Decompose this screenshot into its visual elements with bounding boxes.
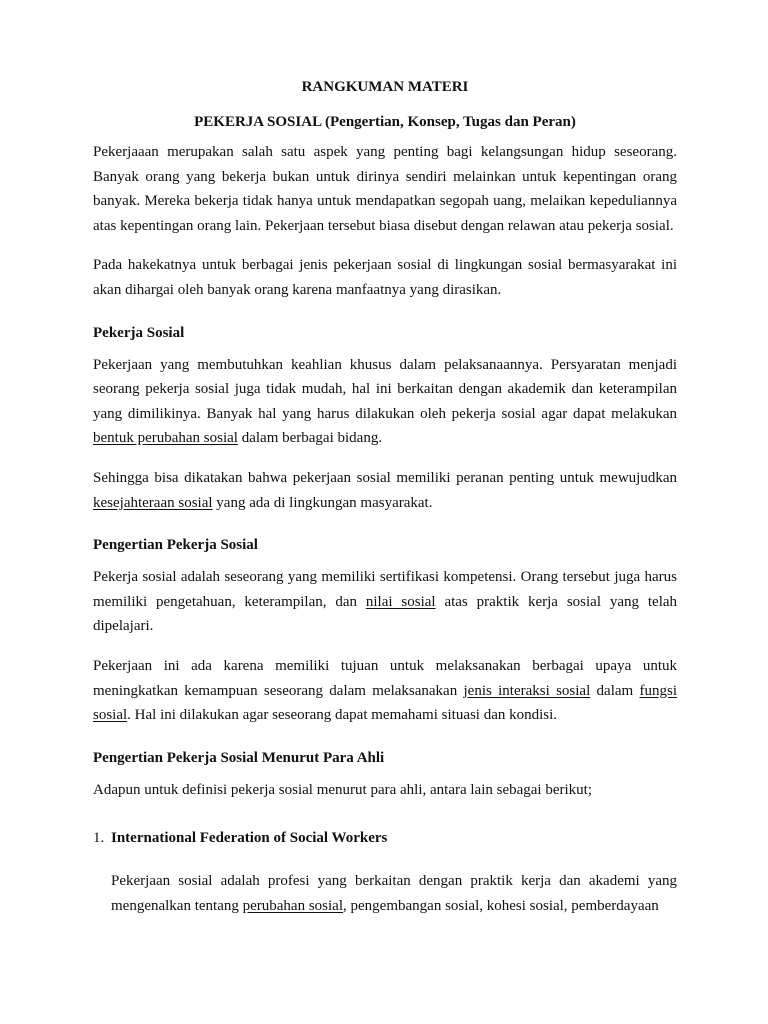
text-run: dalam (590, 682, 640, 699)
section2-paragraph-1 (93, 565, 677, 639)
section2-paragraph-2 (93, 654, 677, 728)
section1-paragraph-2 (93, 466, 677, 515)
link-fungsi-sosial[interactable]: fungsi sosial (93, 682, 678, 724)
link-bentuk-perubahan-sosial[interactable]: bentuk perubahan sosial (93, 430, 238, 447)
text-run: dalam berbagai bidang. (237, 430, 383, 447)
link-jenis-interaksi-sosial[interactable]: jenis interaksi sosial (463, 682, 591, 699)
text-run: . Hal ini dilakukan agar seseorang dapat memahami situasi dan kondisi. (127, 707, 558, 724)
text-run: yang ada di lingkungan masyarakat. (212, 494, 433, 511)
section-heading-menurut-para-ahli: Pengertian Pekerja Sosial Menurut Para Ahli (93, 749, 385, 766)
section1-paragraph-1 (93, 353, 677, 451)
text-run: , pengembangan sosial, kohesi sosial, pemberdayaan (343, 897, 659, 914)
text-run: Pekerjaan yang membutuhkan keahlian khusus dalam pelaksanaannya. Persyaratan menjadi seorang pekerja sosial juga tidak mudah, hal ini berkaitan dengan akademik dan keterampilan yang dimilikinya. Banyak hal yang harus dilakukan oleh pekerja sosial agar dapat melakukan (93, 356, 677, 422)
text-run: atas praktik kerja sosial yang telah dipelajari. (93, 593, 678, 635)
link-perubahan-sosial[interactable]: perubahan sosial (242, 897, 344, 914)
link-kesejahteraan-sosial[interactable]: kesejahteraan sosial (93, 494, 213, 511)
section3-paragraph-1: Adapun untuk definisi pekerja sosial menurut para ahli, antara lain sebagai berikut; (93, 781, 593, 798)
section-heading-pekerja-sosial: Pekerja Sosial (93, 324, 185, 341)
document-title: RANGKUMAN MATERI (301, 79, 469, 95)
list-item-1-paragraph (93, 869, 677, 918)
intro-paragraph-1: Pekerjaaan merupakan salah satu aspek yang penting bagi kelangsungan hidup seseorang. Banyak orang yang bekerja bukan untuk dirinya sendiri melainkan untuk kepentingan orang banyak. Mereka bekerja tidak hanya untuk mendapatkan segopah uang, melaikan kepeduliannya atas kepentingan orang lain. Pekerjaan tersebut biasa disebut dengan relawan atau pekerja sosial. (93, 144, 677, 234)
list-number: 1. (93, 830, 105, 847)
section-heading-pengertian: Pengertian Pekerja Sosial (93, 537, 258, 554)
text-run: Sehingga bisa dikatakan bahwa pekerjaan sosial memiliki peranan penting untuk mewujudkan (93, 469, 677, 486)
text-run: Pekerjaan sosial adalah profesi yang berkaitan dengan praktik kerja dan akademi yang mengenalkan tentang (111, 873, 677, 914)
text-run: Pekerjaan ini ada karena memiliki tujuan untuk melaksanakan berbagai upaya untuk meningkatkan kemampuan seseorang dalam melaksanakan (93, 657, 677, 699)
list-item-heading: International Federation of Social Workers (111, 830, 388, 847)
document-subtitle: PEKERJA SOSIAL (Pengertian, Konsep, Tugas dan Peran) (194, 114, 576, 130)
link-nilai-sosial[interactable]: nilai sosial (365, 593, 436, 610)
intro-paragraph-2: Pada hakekatnya untuk berbagai jenis pekerjaan sosial di lingkungan sosial bermasyarakat ini akan dihargai oleh banyak orang karena manfaatnya yang dirasikan. (93, 257, 677, 298)
list-item-1 (93, 828, 677, 848)
text-run: Pekerja sosial adalah seseorang yang memiliki sertifikasi kompetensi. Orang tersebut juga harus memiliki pengetahuan, keterampilan, dan (93, 569, 677, 610)
